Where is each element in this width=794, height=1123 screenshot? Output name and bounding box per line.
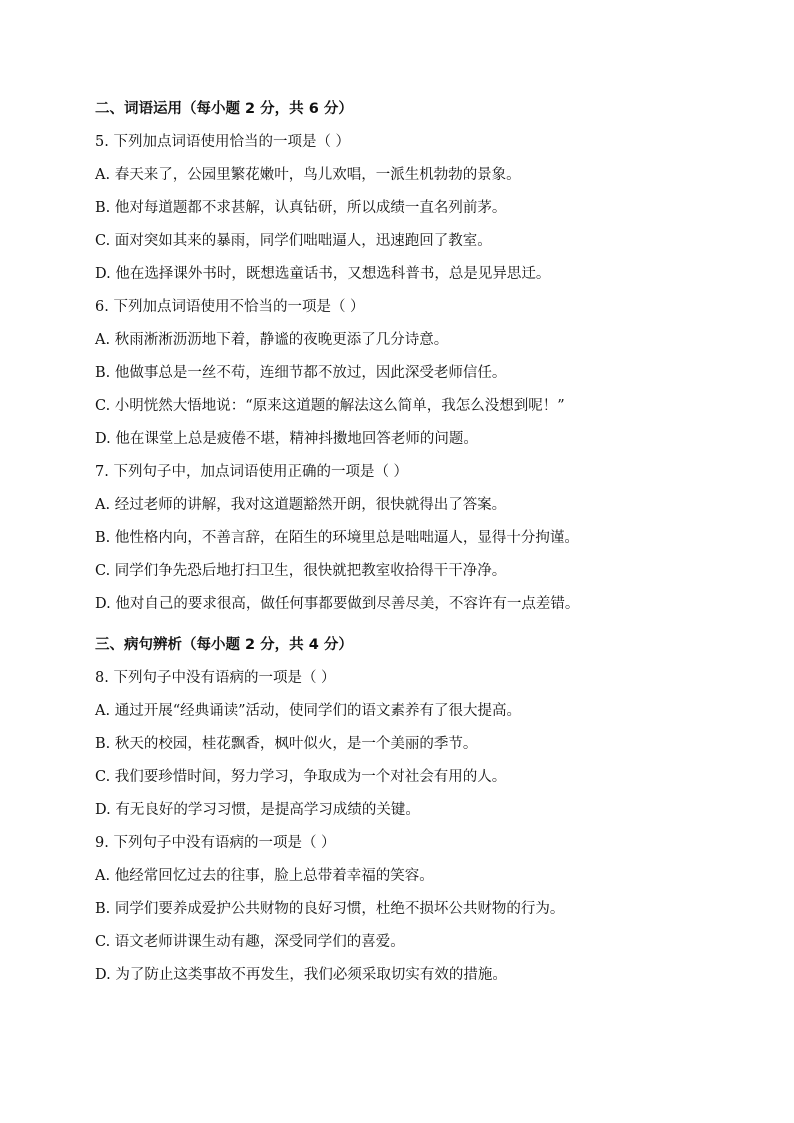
section-sentence-errors: [95, 629, 754, 992]
option-b: B. 他性格内向，不善言辞，在陌生的环境里总是咄咄逼人，显得十分拘谨。: [95, 530, 579, 546]
question-stem: 8. 下列句子中没有语病的一项是（ ）: [95, 670, 336, 686]
section-title: 二、词语运用（每小题 2 分，共 6 分）: [95, 101, 353, 117]
option-d: D. 他在选择课外书时，既想选童话书，又想选科普书，总是见异思迁。: [95, 266, 551, 282]
option-b: B. 他对每道题都不求甚解，认真钻研，所以成绩一直名列前茅。: [95, 200, 507, 216]
option-b: B. 秋天的校园，桂花飘香，枫叶似火，是一个美丽的季节。: [95, 736, 478, 752]
option-d: D. 有无良好的学习习惯，是提高学习成绩的关键。: [95, 802, 420, 818]
question-8: [95, 662, 754, 827]
option-d: D. 他在课堂上总是疲倦不堪，精神抖擞地回答老师的问题。: [95, 431, 478, 447]
option-a: A. 经过老师的讲解，我对这道题豁然开朗，很快就得出了答案。: [95, 497, 507, 513]
option-a: A. 他经常回忆过去的往事，脸上总带着幸福的笑容。: [95, 868, 434, 884]
question-stem: 9. 下列句子中没有语病的一项是（ ）: [95, 835, 336, 851]
section-title: 三、病句辨析（每小题 2 分，共 4 分）: [95, 637, 353, 653]
option-b: B. 同学们要养成爱护公共财物的良好习惯，杜绝不损坏公共财物的行为。: [95, 901, 565, 917]
option-c: C. 同学们争先恐后地打扫卫生，很快就把教室收拾得干干净净。: [95, 563, 507, 579]
question-7: [95, 456, 754, 621]
option-c: C. 小明恍然大悟地说：“原来这道题的解法这么简单，我怎么没想到呢！”: [95, 398, 565, 414]
option-a: A. 春天来了，公园里繁花嫩叶，鸟儿欢唱，一派生机勃勃的景象。: [95, 167, 521, 183]
option-d: D. 他对自己的要求很高，做任何事都要做到尽善尽美，不容许有一点差错。: [95, 596, 580, 612]
option-d: D. 为了防止这类事故不再发生，我们必须采取切实有效的措施。: [95, 967, 507, 983]
option-c: C. 面对突如其来的暴雨，同学们咄咄逼人，迅速跑回了教室。: [95, 233, 492, 249]
section-word-usage: [95, 93, 754, 621]
question-6: [95, 291, 754, 456]
option-a: A. 通过开展“经典诵读”活动，使同学们的语文素养有了很大提高。: [95, 703, 522, 719]
option-b: B. 他做事总是一丝不苟，连细节都不放过，因此深受老师信任。: [95, 365, 507, 381]
question-9: [95, 827, 754, 992]
option-a: A. 秋雨淅淅沥沥地下着，静谧的夜晚更添了几分诗意。: [95, 332, 449, 348]
option-c: C. 我们要珍惜时间，努力学习，争取成为一个对社会有用的人。: [95, 769, 507, 785]
question-5: [95, 126, 754, 291]
question-stem: 6. 下列加点词语使用不恰当的一项是（ ）: [95, 299, 365, 315]
question-stem: 5. 下列加点词语使用恰当的一项是（ ）: [95, 134, 351, 150]
option-c: C. 语文老师讲课生动有趣，深受同学们的喜爱。: [95, 934, 405, 950]
question-stem: 7. 下列句子中，加点词语使用正确的一项是（ ）: [95, 464, 409, 480]
